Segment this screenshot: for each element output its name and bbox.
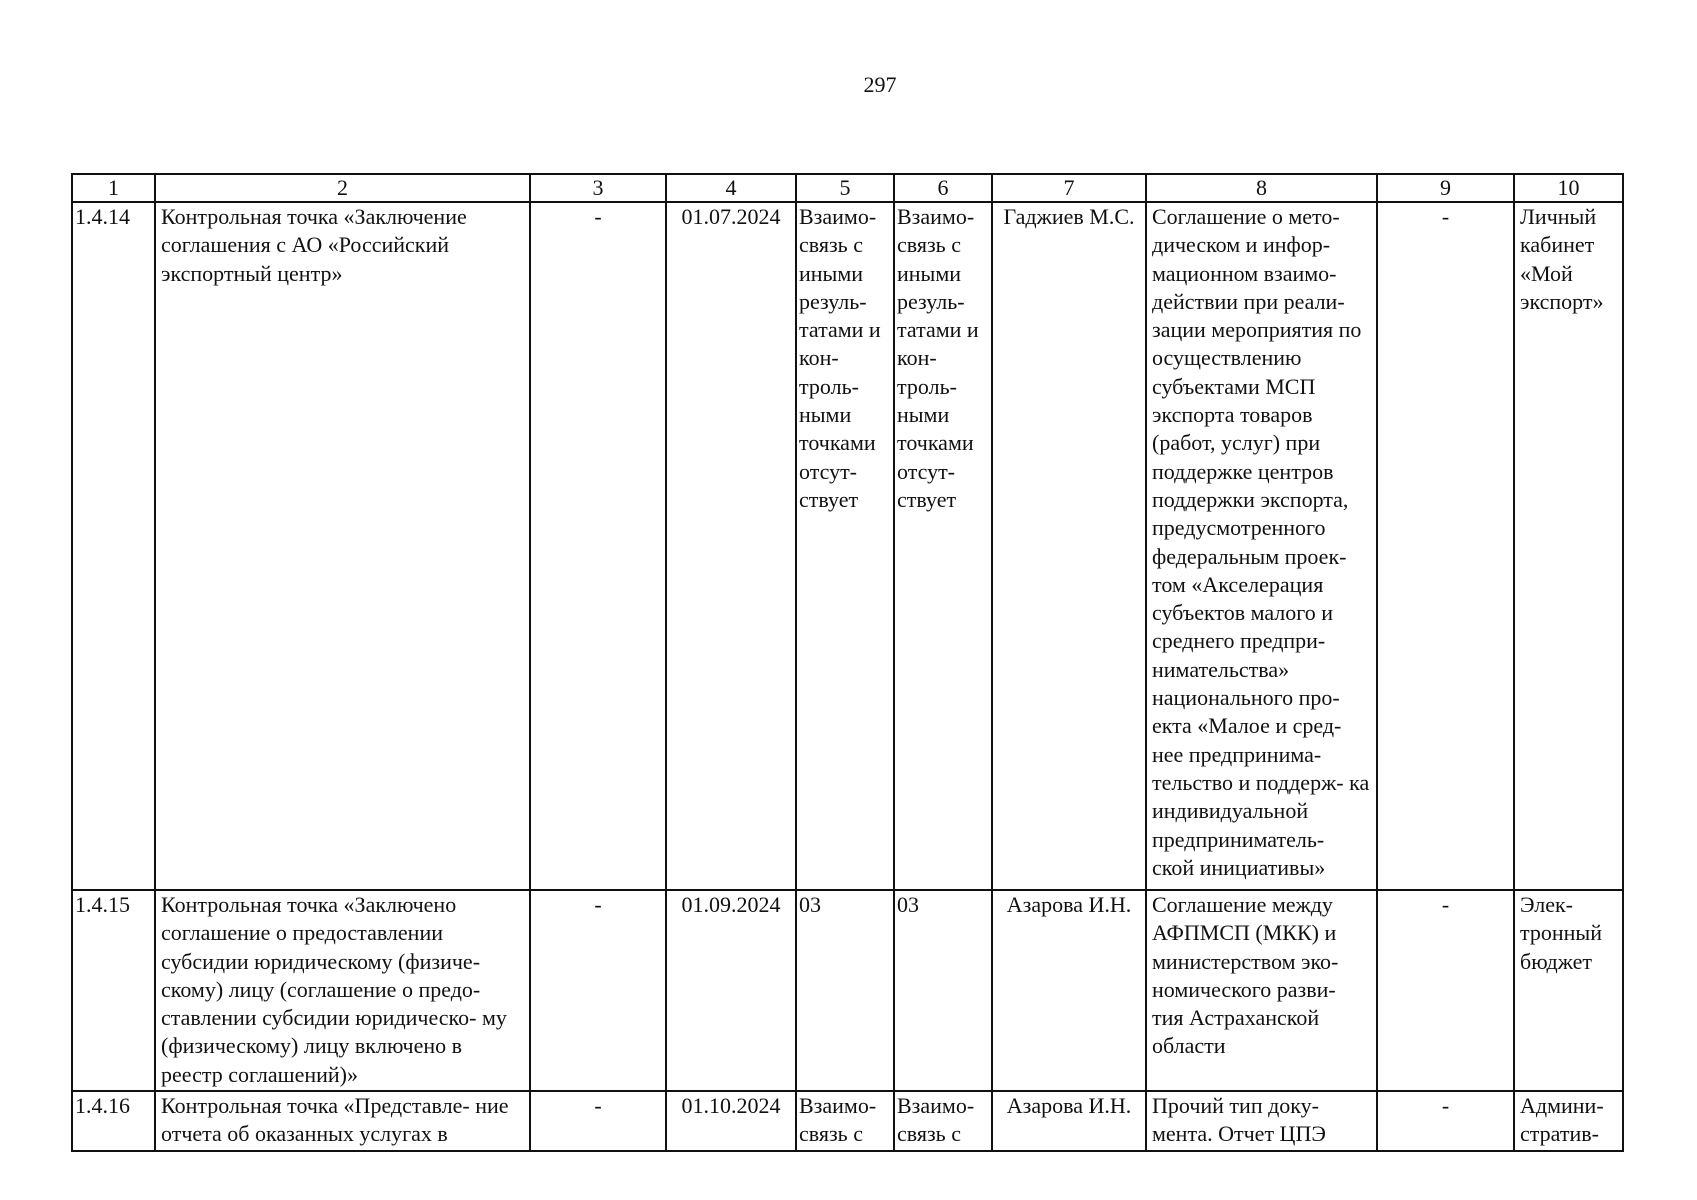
- column-header: 6: [894, 174, 992, 202]
- cell-item-number: 1.4.16: [72, 1091, 155, 1151]
- plan-table: [71, 173, 1624, 1152]
- cell-control-point: Контрольная точка «Представле- ние отчета об оказанных услугах в: [155, 1091, 530, 1151]
- table-row: [72, 202, 1623, 890]
- column-header: 7: [992, 174, 1146, 202]
- column-header: 3: [530, 174, 666, 202]
- cell-document: Прочий тип доку- мента. Отчет ЦПЭ: [1146, 1091, 1377, 1151]
- cell-date: 01.07.2024: [666, 202, 796, 890]
- cell-document: Соглашение о мето- дическом и инфор- мационном взаимо- действии при реали- зации мероприятия по осуществлению субъектами МСП экспорта товаров (работ, услуг) при поддержке центров поддержки экспорта, предусмотренного федеральным проек- том «Акселерация субъектов малого и среднего предпри- нимательства» национального про- екта «Малое и сред- нее предпринима- тельство и поддерж- ка индивидуальной предприниматель- ской инициативы»: [1146, 202, 1377, 890]
- column-header: 1: [72, 174, 155, 202]
- cell-responsible: Гаджиев М.С.: [992, 202, 1146, 890]
- cell-col-3: -: [530, 890, 666, 1091]
- column-header: 9: [1377, 174, 1514, 202]
- cell-col-6: 03: [894, 890, 992, 1091]
- page-number: 297: [863, 72, 897, 97]
- cell-col-3: -: [530, 202, 666, 890]
- cell-col-6: Взаимо- связь с иными резуль- татами и кон- троль- ными точками отсут- ствует: [894, 202, 992, 890]
- column-header: 4: [666, 174, 796, 202]
- cell-date: 01.09.2024: [666, 890, 796, 1091]
- cell-col-5: Взаимо- связь с: [796, 1091, 894, 1151]
- cell-responsible: Азарова И.Н.: [992, 890, 1146, 1091]
- cell-control-point: Контрольная точка «Заключение соглашения с АО «Российский экспортный центр»: [155, 202, 530, 890]
- column-header: 8: [1146, 174, 1377, 202]
- cell-col-3: -: [530, 1091, 666, 1151]
- cell-col-5: 03: [796, 890, 894, 1091]
- cell-system: Элек- тронный бюджет: [1514, 890, 1623, 1091]
- cell-col-5: Взаимо- связь с иными резуль- татами и кон- троль- ными точками отсут- ствует: [796, 202, 894, 890]
- table-row: [72, 1091, 1623, 1151]
- table-row: [72, 890, 1623, 1091]
- cell-col-6: Взаимо- связь с: [894, 1091, 992, 1151]
- cell-system: Личный кабинет «Мой экспорт»: [1514, 202, 1623, 890]
- column-header: 2: [155, 174, 530, 202]
- cell-item-number: 1.4.14: [72, 202, 155, 890]
- cell-item-number: 1.4.15: [72, 890, 155, 1091]
- column-header: 10: [1514, 174, 1623, 202]
- column-header: 5: [796, 174, 894, 202]
- cell-document: Соглашение между АФПМСП (МКК) и министерством эко- номического разви- тия Астраханской области: [1146, 890, 1377, 1091]
- table-header-row: [72, 174, 1623, 202]
- cell-col-9: -: [1377, 890, 1514, 1091]
- cell-system: Админи- стратив-: [1514, 1091, 1623, 1151]
- cell-date: 01.10.2024: [666, 1091, 796, 1151]
- cell-responsible: Азарова И.Н.: [992, 1091, 1146, 1151]
- cell-col-9: -: [1377, 202, 1514, 890]
- cell-control-point: Контрольная точка «Заключено соглашение о предоставлении субсидии юридическому (физиче- скому) лицу (соглашение о предо- ставлении субсидии юридическо- му (физическому) лицу включено в реестр соглашений)»: [155, 890, 530, 1091]
- cell-col-9: -: [1377, 1091, 1514, 1151]
